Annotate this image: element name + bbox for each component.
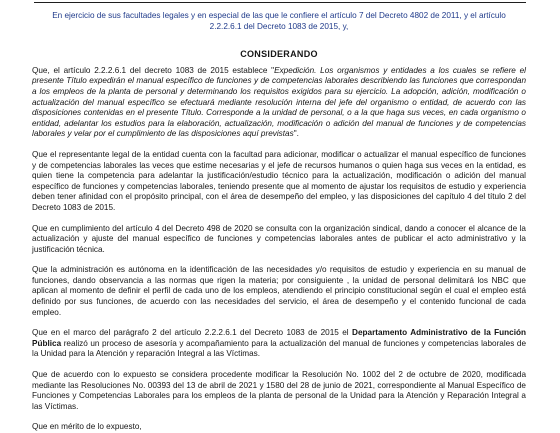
paragraph-4: Que la administración es autónoma en la identificación de las necesidades y/o requisitos de estudio y experiencia en su manual de funciones, dando observancia a las normas que rigen la materia; por consiguiente , la unidad de personal delimitará los NBC que aplican al momento de definir el perfil de cada uno de los empleos, atendiendo el principio constitucional según el cual el empleo está definido por sus funciones, de acuerdo con las necesidades del servicio, el área de desempeño y el contenido funcional de cada empleo. bbox=[32, 265, 526, 317]
paragraph-5-tail: realizó un proceso de asesoría y acompañamiento para la actualización del manual de funciones y competencias laborales de la Unidad para la Atención y reparación Integral a las Víctimas. bbox=[32, 338, 526, 359]
paragraph-1 bbox=[32, 66, 526, 140]
paragraph-7: Que en mérito de lo expuesto, bbox=[32, 422, 142, 432]
paragraph-1-quote: Expedición. Los organismos y entidades a los cuales se refiere el presente Título expedirán el manual específico de funciones y de competencias laborales describiendo las funciones que correspondan a los empleos de la planta de personal y determinando los requisitos exigidos para su ejercicio. La adopción, adición, modificación o actualización del manual específico se efectuará mediante resolución interna del jefe del organismo o entidad, de acuerdo con las disposiciones contenidas en el presente Título. Corresponde a la unidad de personal, o a la que haga sus veces, en cada organismo o entidad, adelantar los estudios para la elaboración, actualización, modificación o adición del manual de funciones y de competencias laborales y velar por el cumplimiento de las disposiciones aquí previstas bbox=[32, 65, 526, 139]
top-rule bbox=[34, 2, 526, 3]
paragraph-6: Que de acuerdo con lo expuesto se considera procedente modificar la Resolución No. 1002 del 2 de octubre de 2020, modificada mediante las Resoluciones No. 00393 del 13 de abril de 2021 y 1580 del 28 de junio de 2021, correspondiente al Manual Específico de Funciones y Competencias Laborales para los empleos de la planta de personal de la Unidad para la Atención y Reparación Integral a las Víctimas. bbox=[32, 370, 526, 411]
document-page bbox=[32, 11, 526, 433]
paragraph-1-tail: ". bbox=[293, 129, 299, 139]
paragraph-5 bbox=[32, 328, 526, 360]
paragraph-1-lead: Que, el artículo 2.2.2.6.1 del decreto 1083 de 2015 establece " bbox=[32, 65, 275, 75]
paragraph-5-bold: Departamento Administrativo de la Función Pública bbox=[32, 328, 526, 348]
paragraph-2: Que el representante legal de la entidad cuenta con la facultad para adicionar, modificar o actualizar el manual específico de funciones y de competencias laborales las veces que estime necesarias y el jefe de recursos humanos o quien haga sus veces en la entidad, es quien tiene la competencia para adelantar la justificación/estudio técnico para la actualización, modificación o adición del manual específico de funciones y competencias laborales, teniendo presente que al momento de ajustar los requisitos de estudio y experiencia deben tener afinidad con el propósito principal, con el área de desempeño del empleo, y las disposiciones del capítulo 4 del título 2 del Decreto 1083 de 2015. bbox=[32, 149, 526, 212]
paragraph-5-lead: Que en el marco del parágrafo 2 del artículo 2.2.2.6.1 del Decreto 1083 de 2015 el bbox=[32, 328, 353, 338]
intro-paragraph: En ejercicio de sus facultades legales y en especial de las que le confiere el artículo 7 del Decreto 4802 de 2011, y el artículo 2.2.2.6.1 del Decreto 1083 de 2015, y, bbox=[52, 11, 506, 31]
paragraph-3: Que en cumplimiento del artículo 4 del Decreto 498 de 2020 se consulta con la organización sindical, dando a conocer el alcance de la actualización y ajuste del manual específico de funciones y competencias laborales antes de publicar el acto administrativo y la justificación técnica. bbox=[32, 223, 526, 254]
considerando-heading: CONSIDERANDO bbox=[240, 49, 318, 60]
